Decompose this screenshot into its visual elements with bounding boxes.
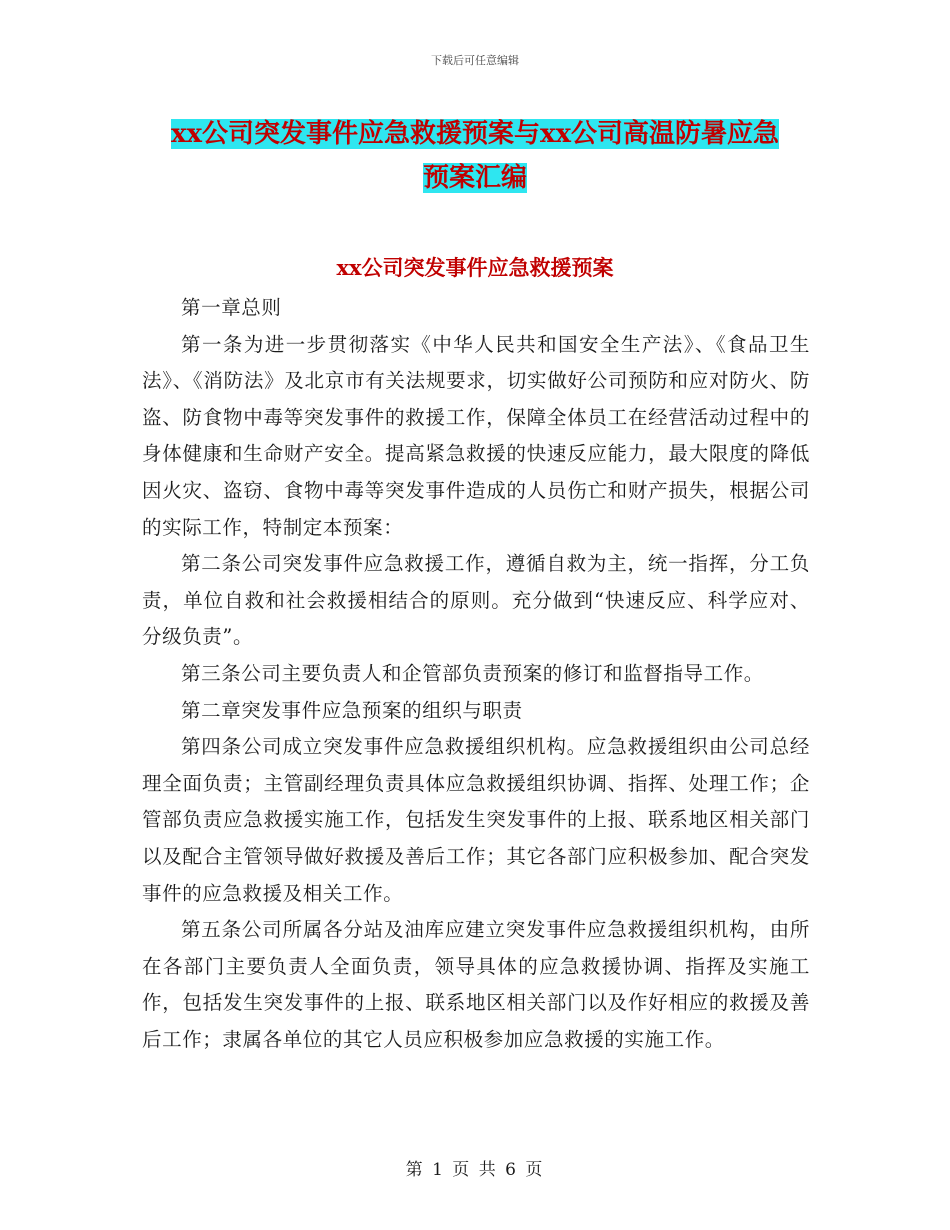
- paragraph: 第五条公司所属各分站及油库应建立突发事件应急救援组织机构，由所在各部门主要负责人全面负责，领导具体的应急救援协调、指挥及实施工作，包括发生突发事件的上报、联系地区相关部门以及作好相应的救援及善后工作；隶属各单位的其它人员应积极参加应急救援的实施工作。: [142, 918, 810, 1051]
- paragraph: 第四条公司成立突发事件应急救援组织机构。应急救援组织由公司总经理全面负责；主管副经理负责具体应急救援组织协调、指挥、处理工作；企管部负责应急救援实施工作，包括发生突发事件的上报、联系地区相关部门以及配合主管领导做好救援及善后工作；其它各部门应积极参加、配合突发事件的应急救援及相关工作。: [142, 735, 810, 905]
- paragraph: 第三条公司主要负责人和企管部负责预案的修订和监督指导工作。: [181, 661, 764, 685]
- page-footer: 第 1 页 共 6 页: [405, 1160, 545, 1180]
- paragraph: 第二条公司突发事件应急救援工作，遵循自救为主，统一指挥，分工负责，单位自救和社会救援相结合的原则。充分做到“快速反应、科学应对、分级负责”。: [142, 552, 810, 649]
- chapter-heading: 第二章突发事件应急预案的组织与职责: [181, 698, 523, 722]
- document-body: [142, 290, 810, 1058]
- section-title: xx公司突发事件应急救援预案: [336, 255, 614, 280]
- chapter-heading: 第一章总则: [181, 296, 282, 319]
- header-note: 下载后可任意编辑: [431, 54, 519, 67]
- document-title-line-2: 预案汇编: [422, 163, 527, 193]
- document-title: [140, 112, 810, 200]
- paragraph: 第一条为进一步贯彻落实《中华人民共和国安全生产法》、《食品卫生法》、《消防法》及北京市有关法规要求，切实做好公司预防和应对防火、防盗、防食物中毒等突发事件的救援工作，保障全体员工在经营活动过程中的身体健康和生命财产安全。提高紧急救援的快速反应能力，最大限度的降低因火灾、盗窃、食物中毒等突发事件造成的人员伤亡和财产损失，根据公司的实际工作，特制定本预案：: [142, 332, 810, 539]
- document-title-line-1: xx公司突发事件应急救援预案与xx公司高温防暑应急: [170, 119, 779, 149]
